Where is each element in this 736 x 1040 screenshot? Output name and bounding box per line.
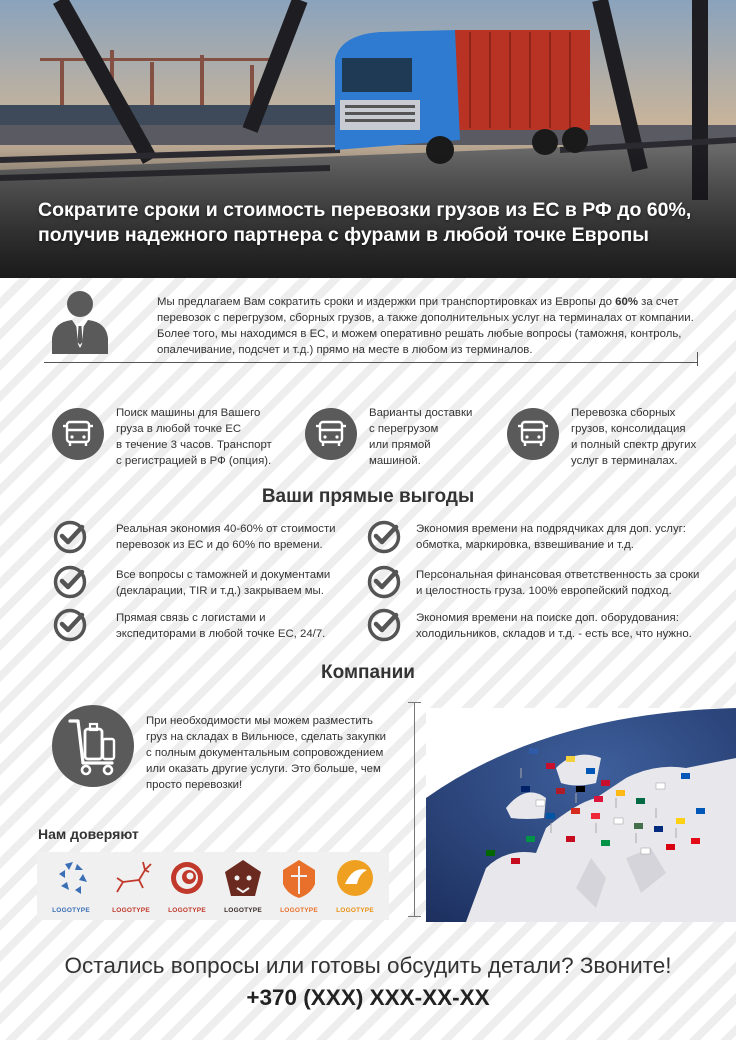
benefit-1-line-1: Реальная экономия 40-60% от стоимости	[116, 523, 336, 535]
partner-logo-4-label: LOGOTYPE	[224, 907, 262, 914]
option-3-line-2: грузов, консолидация	[571, 423, 686, 435]
phone-number[interactable]: +370 (XXX) XXX-XX-XX	[246, 985, 490, 1010]
benefits-title: Ваши прямые выгоды	[261, 486, 475, 507]
truck-front-icon	[52, 408, 104, 460]
truck-front-icon	[507, 408, 559, 460]
benefit-2-line-1: Экономия времени на подрядчиках для доп. услуг:	[416, 523, 686, 535]
checkmark-icon	[366, 564, 402, 600]
partner-logo-3-label: LOGOTYPE	[168, 907, 206, 914]
benefit-6	[416, 610, 728, 642]
hero-banner	[0, 0, 736, 278]
benefit-3-line-2: (декларации, TIR и т.д.) закрываем мы.	[116, 585, 324, 597]
option-1-line-3: в течение 3 часов. Транспорт	[116, 439, 272, 451]
option-3-line-4: услуг в терминалах.	[571, 455, 678, 467]
spiral-logo-icon	[159, 856, 215, 900]
benefit-2-line-2: обмотка, маркировка, взвешивание и т.д.	[416, 539, 634, 551]
option-3-line-1: Перевозка сборных	[571, 407, 676, 419]
europe-flags-map	[426, 708, 736, 922]
benefit-4	[416, 567, 728, 599]
company-line-3: с полным документальным сопровождением	[146, 747, 384, 759]
trust-title: Нам доверяют	[38, 826, 139, 842]
truck-front-icon	[305, 408, 357, 460]
company-paragraph	[146, 713, 398, 793]
option-1-line-1: Поиск машины для Вашего	[116, 407, 261, 419]
partner-logo-6-label: LOGOTYPE	[336, 907, 374, 914]
benefit-1	[116, 521, 366, 553]
checkmark-icon	[52, 519, 88, 555]
benefit-4-line-1: Персональная финансовая ответственность за сроки	[416, 569, 700, 581]
shield-logo-icon	[271, 856, 327, 900]
partner-logo-2-label: LOGOTYPE	[112, 907, 150, 914]
checkmark-icon	[52, 564, 88, 600]
bird-logo-icon	[327, 856, 383, 900]
checkmark-icon	[366, 519, 402, 555]
partner-logo-4	[215, 856, 271, 916]
company-line-4: или оказать другие услуги. Это больше, чем	[146, 763, 381, 775]
benefit-3	[116, 567, 366, 599]
benefit-2	[416, 521, 726, 553]
partner-logo-3	[159, 856, 215, 916]
intro-bold-percent: 60%	[615, 296, 638, 308]
partner-logo-5-label: LOGOTYPE	[280, 907, 318, 914]
option-2-line-4: машиной.	[369, 455, 421, 467]
deer-logo-icon	[103, 856, 159, 900]
lion-logo-icon	[215, 856, 271, 900]
hero-title	[38, 198, 718, 248]
benefit-5-line-2: экспедиторами в любой точке ЕС, 24/7.	[116, 628, 326, 640]
intro-part-1: Мы предлагаем Вам сократить сроки и издержки при транспортировках из Европы до	[157, 296, 616, 308]
striped-background	[0, 278, 736, 1040]
hero-title-line-1: Сократите сроки и стоимость перевозки грузов из ЕС в РФ до 60%,	[38, 199, 692, 221]
benefit-6-line-2: холодильников, складов и т.д. - есть все, что нужно.	[416, 628, 692, 640]
option-3-line-3: и полный спектр других	[571, 439, 697, 451]
option-2-line-3: или прямой	[369, 439, 431, 451]
company-divider-tick-bottom	[408, 916, 421, 917]
option-3-text	[571, 405, 721, 469]
call-to-action: Остались вопросы или готовы обсудить детали? Звоните!	[64, 953, 672, 978]
hero-title-line-2: получив надежного партнера с фурами в любой точке Европы	[38, 224, 649, 246]
checkmark-icon	[366, 607, 402, 643]
benefit-1-line-2: перевозок из ЕС и до 60% по времени.	[116, 539, 323, 551]
option-2-text	[369, 405, 509, 469]
luggage-cart-icon	[52, 705, 134, 787]
intro-paragraph	[157, 294, 697, 358]
benefit-5-line-1: Прямая связь с логистами и	[116, 612, 266, 624]
company-divider-tick-top	[408, 702, 421, 703]
option-1-text	[116, 405, 296, 469]
partner-logo-1	[43, 856, 99, 916]
intro-part-2: за счет перевозок с перегрузом, сборных грузов, а также дополнительных услуг на терминалах от компании. Более того, мы находимся в ЕС, и можем оперативно решать любые вопросы (таможня, контроль, опалечивание, подсчет и т.д.) прямо на месте в любом из терминалов.	[157, 296, 694, 356]
company-line-1: При необходимости мы можем разместить	[146, 715, 373, 727]
company-line-2: груз на складах в Вильнюсе, сделать закупки	[146, 731, 387, 743]
company-divider	[414, 702, 415, 916]
option-2-line-2: с перегрузом	[369, 423, 439, 435]
intro-divider-tick	[697, 352, 698, 366]
option-1-line-2: груза в любой точке ЕС	[116, 423, 242, 435]
company-title: Компании	[321, 662, 415, 683]
arrows-logo-icon	[43, 856, 99, 900]
partner-logos-strip	[37, 852, 389, 920]
benefit-4-line-2: и целостность груза. 100% европейский подход.	[416, 585, 672, 597]
partner-logo-5	[271, 856, 327, 916]
partner-logo-6	[327, 856, 383, 916]
checkmark-icon	[52, 607, 88, 643]
benefit-3-line-1: Все вопросы с таможней и документами	[116, 569, 331, 581]
partner-logo-1-label: LOGOTYPE	[52, 907, 90, 914]
option-1-line-4: с регистрацией в РФ (опция).	[116, 455, 272, 467]
company-line-5: просто перевозки!	[146, 779, 243, 791]
partner-logo-2	[103, 856, 159, 916]
intro-divider	[44, 362, 698, 363]
person-icon	[50, 286, 110, 356]
benefit-5	[116, 610, 366, 642]
benefit-6-line-1: Экономия времени на поиске доп. оборудования:	[416, 612, 679, 624]
option-2-line-1: Варианты доставки	[369, 407, 473, 419]
